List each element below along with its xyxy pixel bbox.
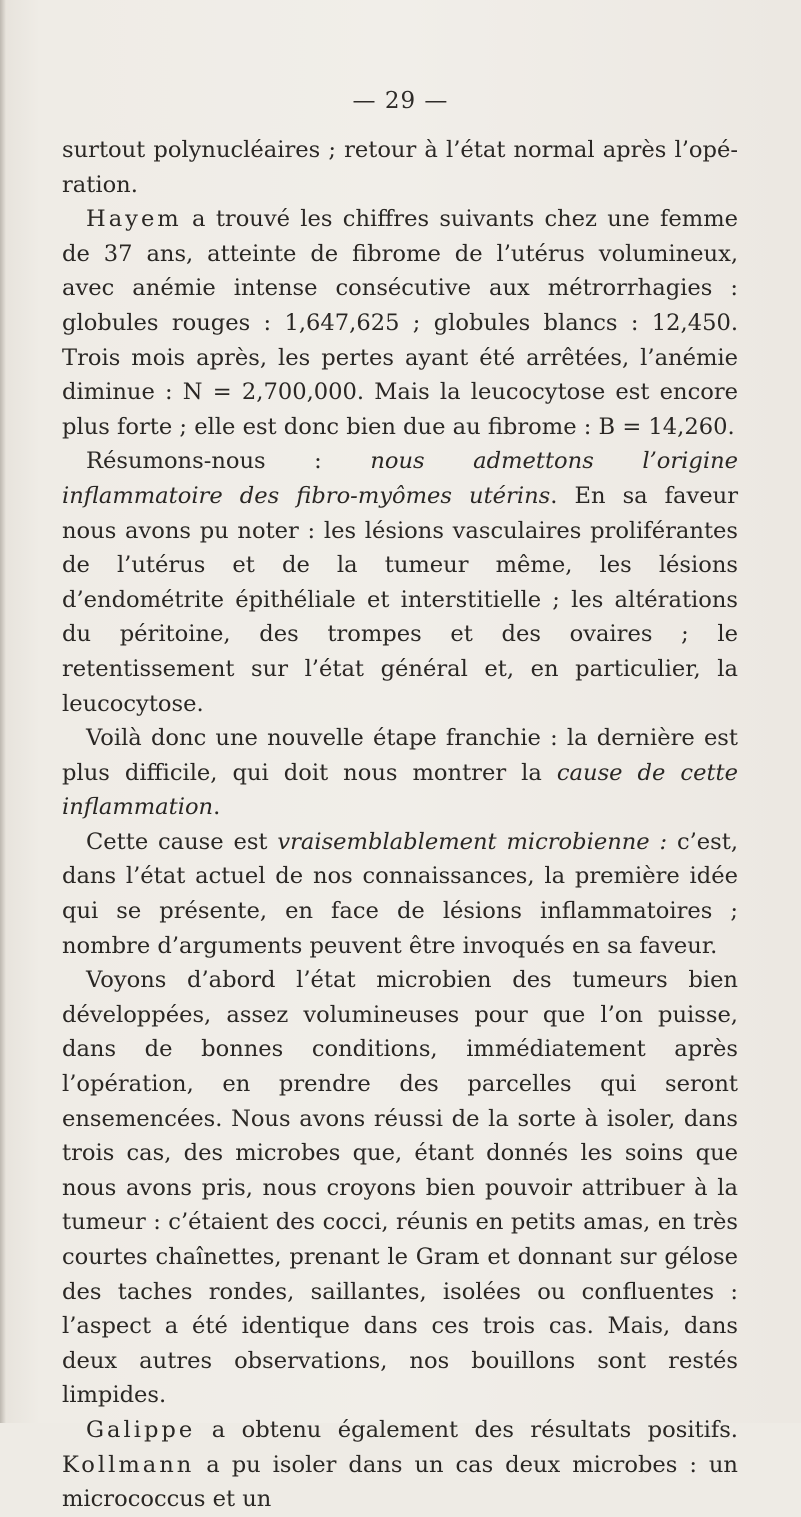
author-galippe: Galippe xyxy=(86,1416,196,1443)
paragraph-3-italic: nous admettons l’origine inflammatoire des fibro-myômes utérins xyxy=(62,448,738,509)
paragraph-1 xyxy=(62,133,738,202)
page-number: — 29 — xyxy=(352,88,449,114)
paragraph-5-text: c’est, dans l’état actuel de nos connaissances, la première idée qui se présente, en face de lésions inflammatoires ; nombre d’arguments peuvent être invoqués en sa faveur. xyxy=(62,828,739,959)
paragraph-6 xyxy=(62,963,738,1413)
paragraph-3-lead: Résumons-nous : xyxy=(86,448,371,475)
paragraph-2-text: a trouvé les chiffres suivants chez une femme de 37 ans, atteinte de fibrome de l’utérus volumineux, avec anémie intense consécutive aux métrorrhagies : globules rouges : 1,647,625 ; globules blancs : 12,450. Trois mois après, les pertes ayant été arrêtées, l’anémie diminue : N = 2,700,000. Mais la leucocytose est encore plus forte ; elle est donc bien due au fibrome : B = 14,260. xyxy=(62,206,738,440)
paragraph-6-text: Voyons d’abord l’état microbien des tumeurs bien développées, assez volumineuses pour que l’on puisse, dans de bonnes conditions, immédiatement après l’opération, en prendre des parcelles qui seront ensemencées. Nous avons réussi de la sorte à isoler, dans trois cas, des microbes que, étant donnés les soins que nous avons pris, nous croyons bien pouvoir attribuer à la tumeur : c’étaient des cocci, réunis en petits amas, en très courtes chaînettes, prenant le Gram et donnant sur gélose des taches rondes, saillantes, isolées ou confluentes : l’aspect a été identique dans ces trois cas. Mais, dans deux autres observations, nos bouillons sont restés limpides. xyxy=(62,967,738,1409)
paragraph-3-text: . En sa faveur nous avons pu noter : les lésions vasculaires proliférantes de l’utérus et de la tumeur même, les lésions d’endométrite épithéliale et interstitielle ; les altérations du péritoine, des trompes et des ovaires ; le retentissement sur l’état général et, en particulier, la leucocytose. xyxy=(62,482,739,717)
paragraph-5 xyxy=(62,825,738,963)
paragraph-7 xyxy=(62,1413,738,1517)
paragraph-4 xyxy=(62,721,738,825)
paragraph-3 xyxy=(62,444,738,721)
paragraph-4-text: . xyxy=(213,794,221,821)
paragraph-2 xyxy=(62,202,738,444)
paragraph-4-lead: Voilà donc une nouvelle étape franchie : la dernière est plus difficile, qui doit nous montrer la xyxy=(62,725,738,786)
paragraph-4-italic: cause de cette inflammation xyxy=(62,759,738,821)
body-text xyxy=(62,133,738,1517)
author-kollmann: Kollmann xyxy=(62,1451,195,1478)
paragraph-5-italic: vraisemblablement microbienne : xyxy=(277,828,668,855)
paragraph-5-lead: Cette cause est xyxy=(86,828,278,855)
paragraph-7-text-a: a obtenu également des résultats positifs. xyxy=(195,1416,738,1443)
page-edge-shadow xyxy=(0,0,6,1423)
paragraph-1-text: surtout polynucléaires ; retour à l’état normal après l’opération. xyxy=(62,137,738,198)
paragraph-7-text-b: a pu isoler dans un cas deux microbes : un micrococcus et un xyxy=(62,1451,738,1513)
author-hayem: Hayem xyxy=(86,206,182,233)
